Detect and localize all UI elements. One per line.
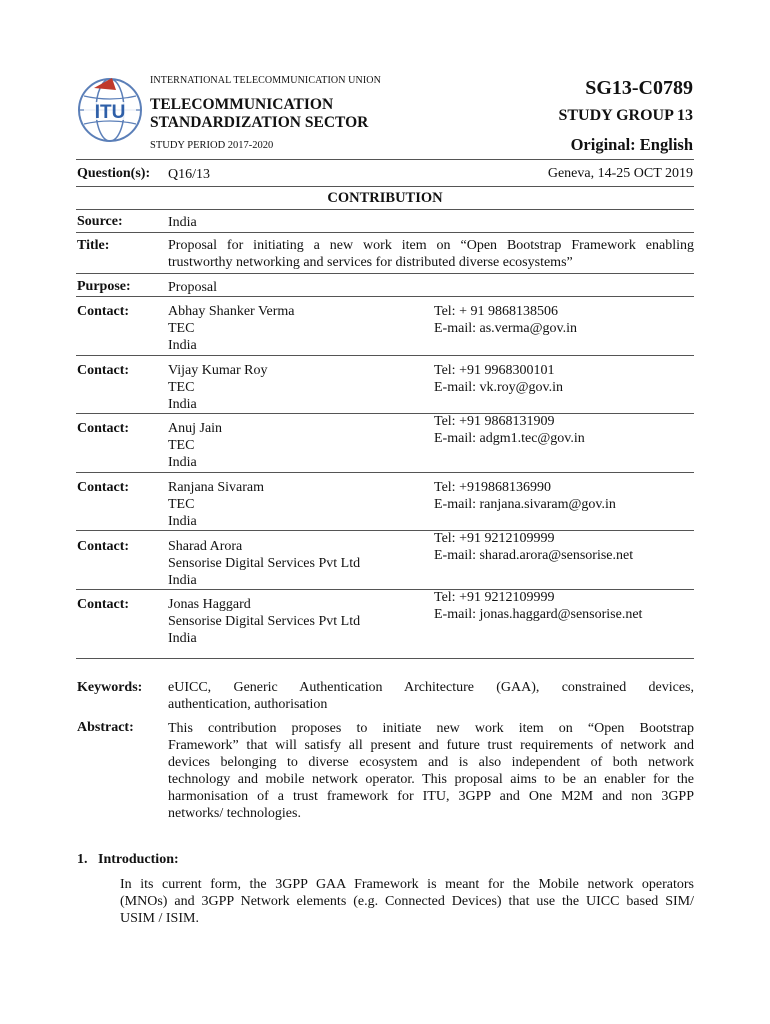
itu-logo [76,76,144,144]
abstract-line: technology and mobile network operator. This proposal aims to be an enabler for the [168,772,694,787]
svg-text:ITU: ITU [94,102,126,123]
contact-email[interactable]: E-mail: vk.roy@gov.in [434,380,564,395]
contact-country: India [168,631,197,646]
keywords-line-2: authentication, authorisation [168,697,328,712]
contact-name: Abhay Shanker Verma [168,304,295,319]
divider [76,472,694,473]
contact-details [168,420,222,471]
abstract-text [168,720,694,822]
contact-name: Jonas Haggard [168,597,251,612]
question-label: Question(s): [77,166,151,181]
intro-line: USIM / ISIM. [120,911,199,926]
title-value [168,237,694,271]
intro-line: In its current form, the 3GPP GAA Framework is meant for the Mobile network operators [120,877,694,892]
abstract-line: harmonisation of a trust framework for ITU, 3GPP and One M2M and non 3GPP [168,789,694,804]
contact-email[interactable]: E-mail: adgm1.tec@gov.in [434,431,585,446]
document-number: SG13-C0789 [585,77,693,99]
contact-info [434,413,585,447]
contact-details [168,362,267,413]
keywords-label: Keywords: [77,680,143,695]
document-type: CONTRIBUTION [327,190,443,206]
contact-name: Sharad Arora [168,539,243,554]
contact-tel: Tel: +91 9868131909 [434,414,555,429]
contact-country: India [168,338,197,353]
divider [76,159,694,160]
divider [76,413,694,414]
org-name: INTERNATIONAL TELECOMMUNICATION UNION [150,75,381,86]
abstract-line: Framework” that will satisfy all present and future trust requirements of network and [168,738,694,753]
contact-email[interactable]: E-mail: jonas.haggard@sensorise.net [434,607,643,622]
title-line-1: Proposal for initiating a new work item on “Open Bootstrap Framework enabling [168,238,694,253]
sector-line-1: TELECOMMUNICATION [150,96,334,113]
contact-info [434,362,563,396]
contact-tel: Tel: +91 9212109999 [434,590,555,605]
contact-label: Contact: [77,480,130,495]
contact-details [168,303,295,354]
contact-info [434,589,642,623]
contact-name: Ranjana Sivaram [168,480,265,495]
section-heading-introduction: 1. Introduction: [77,852,179,867]
divider [76,273,694,274]
contact-details [168,479,264,530]
contact-country: India [168,397,197,412]
abstract-line: This contribution proposes to initiate new work item on “Open Bootstrap [168,721,694,736]
contact-org: Sensorise Digital Services Pvt Ltd [168,556,361,571]
title-label: Title: [77,238,110,253]
contact-tel: Tel: +91 9968300101 [434,363,555,378]
divider [76,209,694,210]
original-language: Original: English [570,135,693,154]
contact-details [168,596,360,647]
contact-tel: Tel: +919868136990 [434,480,551,495]
contact-tel: Tel: + 91 9868138506 [434,304,558,319]
contact-name: Vijay Kumar Roy [168,363,268,378]
contact-label: Contact: [77,421,130,436]
abstract-line: networks/ technologies. [168,806,301,821]
contact-email[interactable]: E-mail: ranjana.sivaram@gov.in [434,497,616,512]
contact-country: India [168,455,197,470]
title-line-2: trustworthy networking and services for distributed diverse ecosystems” [168,255,573,270]
contact-details [168,538,360,589]
study-period: STUDY PERIOD 2017-2020 [150,140,274,151]
contact-name: Anuj Jain [168,421,223,436]
contact-org: TEC [168,497,195,512]
sector-name [150,96,368,132]
contact-country: India [168,573,197,588]
study-group: STUDY GROUP 13 [558,107,693,124]
introduction-text [120,876,694,927]
contact-org: Sensorise Digital Services Pvt Ltd [168,614,361,629]
divider [76,186,694,187]
contact-label: Contact: [77,304,130,319]
contact-country: India [168,514,197,529]
divider [76,232,694,233]
question-value: Q16/13 [168,167,210,182]
divider [76,355,694,356]
purpose-value: Proposal [168,280,217,295]
abstract-line: devices belonging to diverse ecosystem and is also independent of both network [168,755,694,770]
contact-org: TEC [168,321,195,336]
contact-label: Contact: [77,363,130,378]
contact-info [434,479,616,513]
purpose-label: Purpose: [77,279,131,294]
source-label: Source: [77,214,123,229]
intro-line: (MNOs) and 3GPP Network elements (e.g. Connected Devices) that use the UICC based SIM/ [120,894,694,909]
contact-info [434,530,633,564]
contact-label: Contact: [77,597,130,612]
contact-email[interactable]: E-mail: as.verma@gov.in [434,321,578,336]
contact-tel: Tel: +91 9212109999 [434,531,555,546]
contact-org: TEC [168,380,195,395]
contact-label: Contact: [77,539,130,554]
sector-line-2: STANDARDIZATION SECTOR [150,114,369,131]
keywords-value [168,679,694,713]
contact-info [434,303,577,337]
contact-email[interactable]: E-mail: sharad.arora@sensorise.net [434,548,634,563]
location-date: Geneva, 14-25 OCT 2019 [547,166,693,181]
source-value: India [168,215,197,230]
divider [76,296,694,297]
contact-org: TEC [168,438,195,453]
abstract-label: Abstract: [77,720,134,735]
divider [76,658,694,659]
keywords-line-1: eUICC, Generic Authentication Architecture (GAA), constrained devices, [168,680,694,695]
